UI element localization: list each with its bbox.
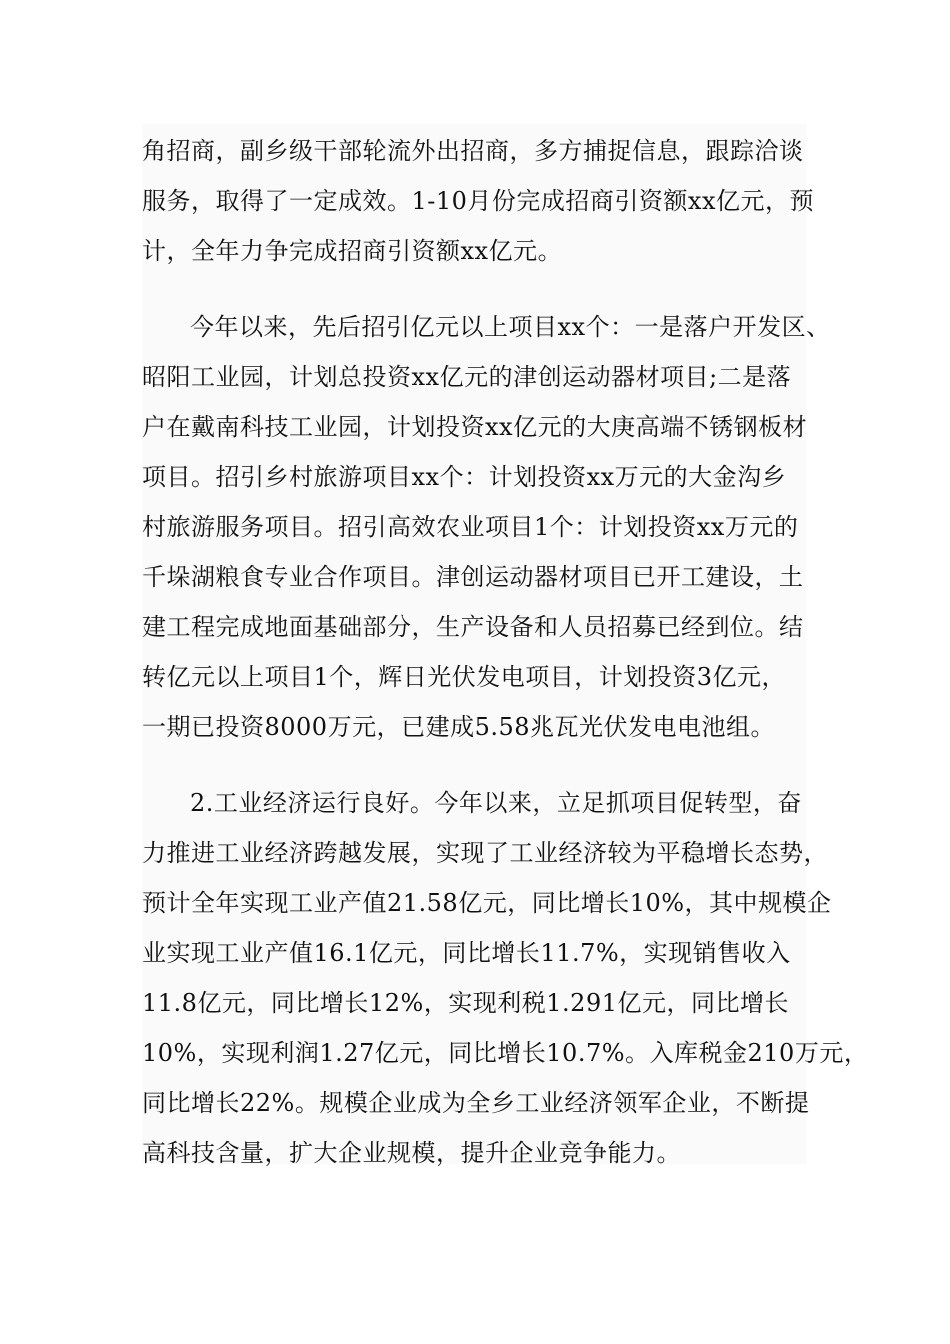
paragraph-line: 村旅游服务项目。招引高效农业项目1个：计划投资xx万元的	[142, 513, 799, 541]
paragraph-line: 同比增长22%。规模企业成为全乡工业经济领军企业，不断提	[142, 1089, 810, 1117]
paragraph-line: 项目。招引乡村旅游项目xx个：计划投资xx万元的大金沟乡	[142, 463, 787, 491]
paragraph-line: 2.工业经济运行良好。今年以来，立足抓项目促转型，奋	[190, 789, 802, 817]
paragraph-line: 建工程完成地面基础部分，生产设备和人员招募已经到位。结	[142, 613, 804, 641]
paragraph-line: 昭阳工业园，计划总投资xx亿元的津创运动器材项目;二是落	[142, 363, 792, 391]
paragraph-line: 角招商，副乡级干部轮流外出招商，多方捕捉信息，跟踪洽谈	[142, 137, 804, 165]
paragraph-line: 力推进工业经济跨越发展，实现了工业经济较为平稳增长态势，	[142, 839, 828, 867]
paragraph-line: 预计全年实现工业产值21.58亿元，同比增长10%，其中规模企	[142, 889, 832, 917]
paragraph-line: 计，全年力争完成招商引资额xx亿元。	[142, 237, 563, 265]
paragraph-line: 11.8亿元，同比增长12%，实现利税1.291亿元，同比增长	[142, 989, 789, 1017]
document-text-block	[142, 124, 869, 1167]
paragraph-line: 服务，取得了一定成效。1-10月份完成招商引资额xx亿元，预	[142, 187, 814, 215]
paragraph-line: 千垛湖粮食专业合作项目。津创运动器材项目已开工建设，土	[142, 563, 804, 591]
paragraph-line: 10%，实现利润1.27亿元，同比增长10.7%。入库税金210万元，	[142, 1039, 869, 1067]
paragraph-projects	[142, 302, 842, 752]
paragraph-line: 一期已投资8000万元，已建成5.58兆瓦光伏发电电池组。	[142, 713, 776, 741]
paragraph-line: 业实现工业产值16.1亿元，同比增长11.7%，实现销售收入	[142, 939, 791, 967]
paragraph-line: 高科技含量，扩大企业规模，提升企业竞争能力。	[142, 1139, 681, 1167]
paragraph-line: 转亿元以上项目1个，辉日光伏发电项目，计划投资3亿元，	[142, 663, 787, 691]
paragraph-investment-summary	[142, 126, 842, 276]
paragraph-line: 今年以来，先后招引亿元以上项目xx个：一是落户开发区、	[190, 313, 831, 341]
paragraph-line: 户在戴南科技工业园，计划投资xx亿元的大庚高端不锈钢板材	[142, 413, 808, 441]
paragraph-industrial-economy	[142, 778, 869, 1178]
